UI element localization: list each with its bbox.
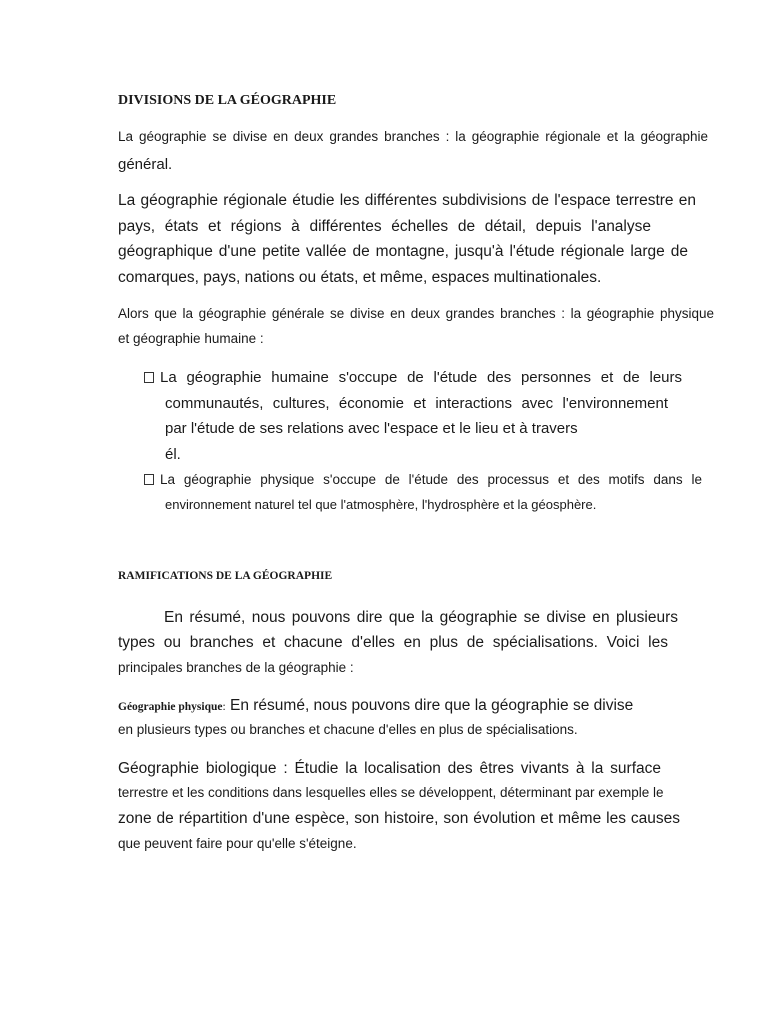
paragraph-text: En résumé, nous pouvons dire que la géographie se divise: [230, 697, 634, 714]
heading-divisions: DIVISIONS DE LA GÉOGRAPHIE: [118, 93, 337, 108]
list-item-line: par l'étude de ses relations avec l'espace et le lieu et à travers: [165, 420, 578, 437]
bullet-checkbox-icon: [144, 474, 154, 485]
paragraph-line: en plusieurs types ou branches et chacune d'elles en plus de spécialisations.: [118, 722, 578, 737]
paragraph-line: En résumé, nous pouvons dire que la géographie se divise en plusieurs: [164, 609, 678, 626]
list-item-text: La géographie physique s'occupe de l'étude des processus et des motifs dans le: [160, 472, 702, 487]
heading-ramifications: RAMIFICATIONS DE LA GÉOGRAPHIE: [118, 570, 333, 582]
paragraph-line: principales branches de la géographie :: [118, 660, 354, 675]
list-item-line: [144, 472, 702, 487]
term-colon: :: [222, 701, 226, 713]
paragraph-line: comarques, pays, nations ou états, et même, espaces multinationales.: [118, 269, 602, 286]
paragraph-line: terrestre et les conditions dans lesquelles elles se développent, déterminant par exemple le: [118, 785, 664, 800]
paragraph-line: types ou branches et chacune d'elles en plus de spécialisations. Voici les: [118, 634, 668, 651]
paragraph-line: La géographie régionale étudie les différentes subdivisions de l'espace terrestre en: [118, 192, 696, 209]
paragraph-line: Alors que la géographie générale se divise en deux grandes branches : la géographie physique: [118, 306, 714, 321]
paragraph-line: zone de répartition d'une espèce, son histoire, son évolution et même les causes: [118, 810, 680, 827]
list-item-line: él.: [165, 446, 181, 463]
paragraph-line: La géographie se divise en deux grandes branches : la géographie régionale et la géographie: [118, 129, 708, 144]
paragraph-line: géographique d'une petite vallée de montagne, jusqu'à l'étude régionale large de: [118, 243, 688, 260]
list-item-text: La géographie humaine s'occupe de l'étude des personnes et de leurs: [160, 369, 682, 386]
paragraph-line: et géographie humaine :: [118, 331, 264, 346]
paragraph-line: pays, états et régions à différentes échelles de détail, depuis l'analyse: [118, 218, 651, 235]
list-item-line: [144, 369, 682, 386]
term-label: Géographie physique: [118, 701, 223, 713]
paragraph-line: général.: [118, 156, 173, 173]
paragraph-line: que peuvent faire pour qu'elle s'éteigne.: [118, 836, 357, 851]
list-item-line: environnement naturel tel que l'atmosphère, l'hydrosphère et la géosphère.: [165, 497, 597, 512]
bullet-checkbox-icon: [144, 372, 154, 383]
list-item-line: communautés, cultures, économie et interactions avec l'environnement: [165, 395, 668, 412]
paragraph-line: [118, 697, 633, 715]
paragraph-line: Géographie biologique : Étudie la localisation des êtres vivants à la surface: [118, 760, 661, 777]
